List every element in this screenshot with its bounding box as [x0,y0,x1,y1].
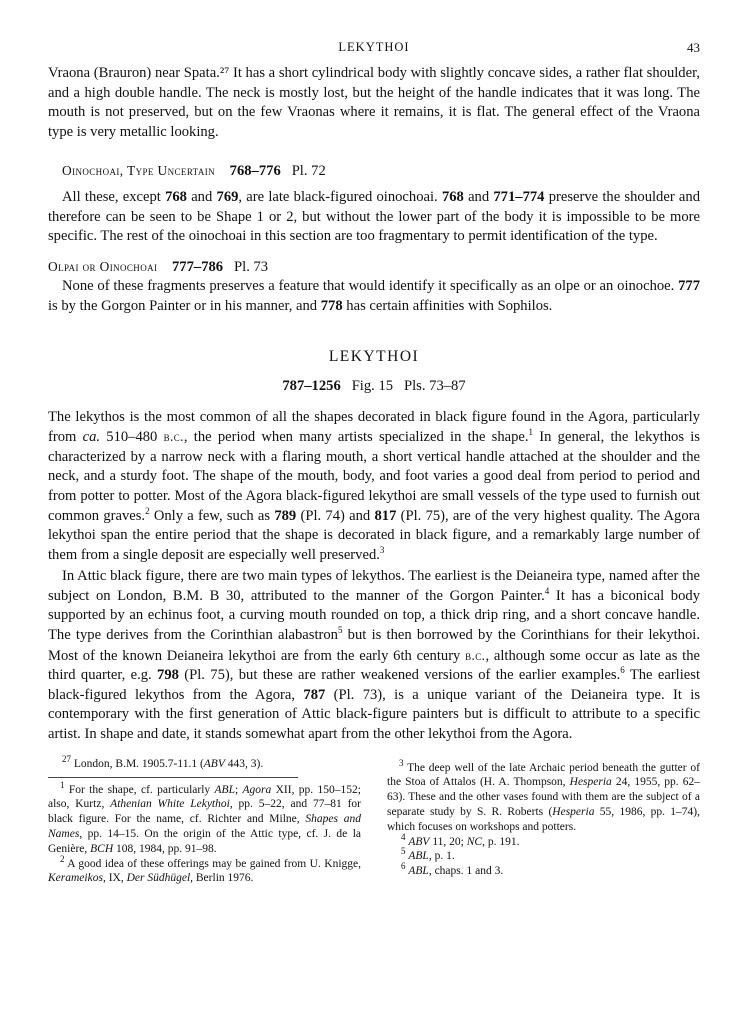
footnote-6: $^6$ ABL, chaps. 1 and 3. [401,861,504,878]
footnote-4: $^4$ ABV 11, 20; NC, p. 191. [401,831,520,848]
olpai-heading [48,257,700,278]
page [48,36,700,886]
footnote-2: $^2$ A good idea of these offerings may be gained from U. Knigge, Kerameikos, IX, Der Südhügel, Berlin 1976. [48,853,361,885]
lekythoi-section-title: LEKYTHOI [328,347,420,365]
footnote-divider [48,777,298,778]
footnote-1: $^1$ For the shape, cf. particularly ABL; Agora XII, pp. 150–152; also, Kurtz, Athenian White Lekythoi, pp. 5–22, and 77–81 for black figure. For the name, cf. Richter and Milne, Shapes and Names, pp. 14–15. On the origin of the Attic type, cf. J. de la Genière, BCH 108, 1984, pp. 91–98. [48,779,361,855]
footnotes-right-column [387,757,701,887]
oinochoai-heading [48,161,700,182]
running-header [48,36,700,56]
running-title: LEKYTHOI [338,40,410,54]
olpai-body: None of these fragments preserves a feature that would identify it specifically as an olpe or an oinochoe. 777 is by the Gorgon Painter or in his manner, and 778 has certain affinities with Sophilos. [48,278,700,314]
footnote-3: $^3$ The deep well of the late Archaic period beneath the gutter of the Stoa of Attalos (H. A. Thompson, Hesperia 24, 1955, pp. 62–63). These and the other vases found with them are the subject of a separate study by S. R. Roberts (Hesperia 55, 1986, pp. 1–74), which focuses on workshops and potters. [387,757,701,833]
lekythoi-plates: Pls. 73–87 [404,377,466,394]
oinochoai-label: Oinochoai, Type Uncertain [62,163,216,179]
olpai-range: 777–786 [172,258,224,275]
oinochoai-body: All these, except 768 and 769, are late black-figured oinochoai. 768 and 771–774 preserve the shoulder and therefore can be seen to be Shape 1 or 2, but without the lower part of the body it is impossible to be more specific. The rest of the oinochoai in this section are too fragmentary to permit identification of the type. [48,188,700,245]
lekythoi-range-line [48,377,700,396]
lekythoi-figure: Fig. 15 [351,377,394,394]
olpai-label: Olpai or Oinochoai [48,258,158,274]
oinochoai-plate: Pl. 72 [291,163,326,180]
oinochoai-range: 768–776 [229,163,281,180]
olpai-plate: Pl. 73 [234,258,269,275]
lekythoi-range: 787–1256 [282,377,341,394]
footnote-5: $^5$ ABL, p. 1. [401,846,455,863]
intro-paragraph: Vraona (Brauron) near Spata.²⁷ It has a short cylindrical body with slightly concave sides, a rather flat shoulder, and a high double handle. The neck is mostly lost, but the height of the handle indicates that it was long. The mouth is not preserved, but on the few Vraonas where it remains, it is flat. The general effect of the Vraona type is very metallic looking. [48,65,700,140]
page-number: 43 [687,40,700,55]
lekythoi-paragraph-1: The lekythos is the most common of all the shapes decorated in black figure found in the Agora, particularly from ca. 510–480 b.c., the period when many artists specialized in the shape.$^1$ In general, the lekythos is characterized by a narrow neck with a flaring mouth, a short vertical handle attached at the shoulder and the neck, and a sturdy foot. The shape of the mouth, body, and foot varies a good deal from period to period and from potter to potter. Most of the Agora black-figured lekythoi are small vessels of the type used to furnish out common graves.$^2$ Only a few, such as 789 (Pl. 74) and 817 (Pl. 75), are of the very highest quality. The Agora lekythoi span the entire period that the shape is decorated in black figure, and a remarkably large number of them from a single deposit are especially well preserved.$^3$ [48,408,700,563]
footnote-27: $^{27}$ London, B.M. 1905.7-11.1 (ABV 443, 3). [62,753,264,770]
lekythoi-paragraph-2: In Attic black figure, there are two main types of lekythos. The earliest is the Deianeira type, named after the subject on London, B.M. B 30, attributed to the manner of the Gorgon Painter.$^4$ It has a biconical body supported by an echinus foot, a curving mouth rounded on top, a thick drip ring, and a short concave handle. The type derives from the Corinthian alabastron$^5$ but is then borrowed by the Corinthians for their lekythoi. Most of the known Deianeira lekythoi are from the early 6th century b.c., although some occur as late as the third quarter, e.g. 798 (Pl. 75), but these are rather weakened versions of the earlier examples.$^6$ The earliest black-figured lekythos from the Agora, 787 (Pl. 73), is a unique variant of the Deianeira type. It is contemporary with the first generation of Attic black-figure painters but is difficult to attribute to a specific artist. In shape and date, it stands somewhat apart from the other lekythoi from the Agora. [48,568,701,743]
footnotes-left-column [48,779,361,887]
